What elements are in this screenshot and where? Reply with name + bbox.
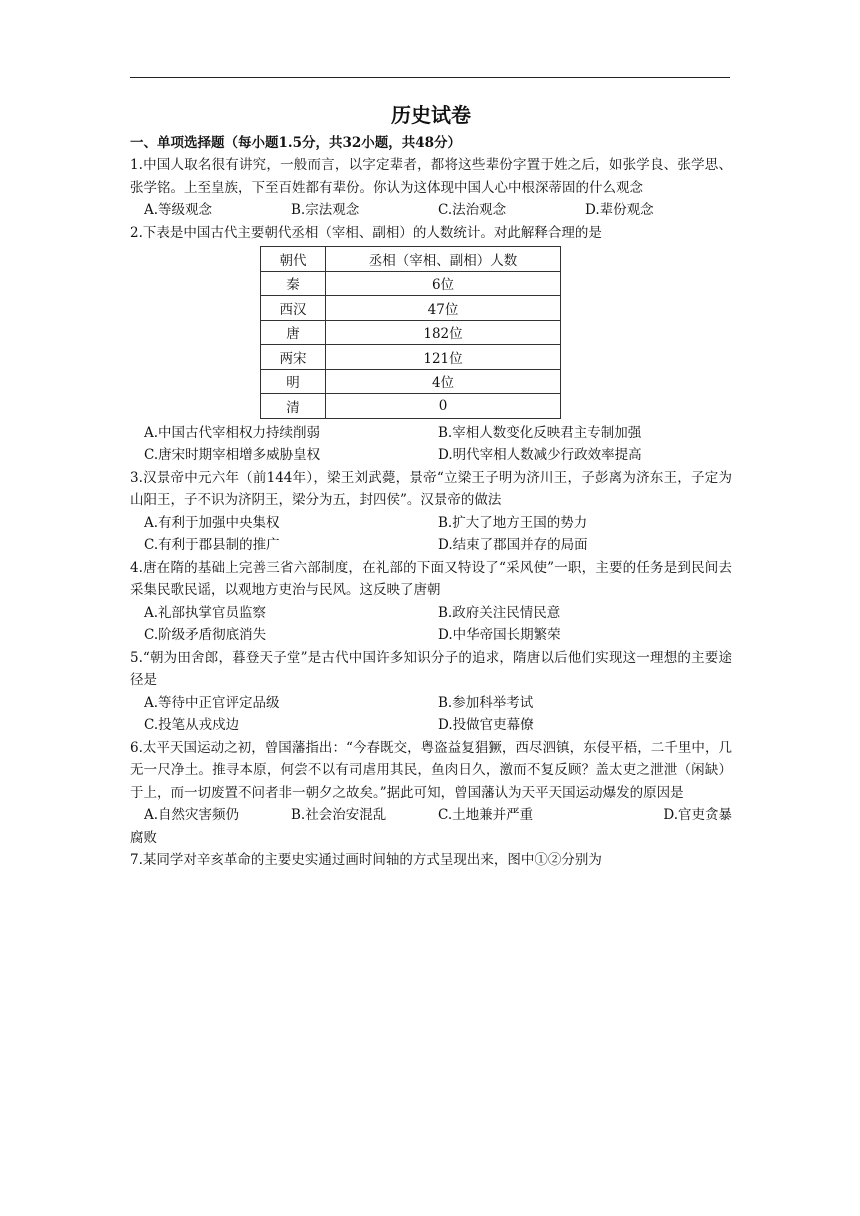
option-c: C.唐宋时期宰相增多威胁皇权 (144, 447, 321, 463)
table-cell: 清 (261, 394, 326, 419)
table-cell: 6位 (326, 271, 561, 296)
option-b: B.宗法观念 (291, 202, 360, 218)
table-header-row (261, 247, 561, 272)
table-cell: 4位 (326, 369, 561, 394)
table-cell: 唐 (261, 320, 326, 345)
question-6-options (130, 804, 732, 827)
option-b: B.社会治安混乱 (291, 807, 387, 823)
section-heading: 一、单项选择题（每小题1.5分，共32小题，共48分） (130, 135, 462, 151)
question-1-stem: 1.中国人取名很有讲究，一般而言，以字定辈者，都将这些辈份字置于姓之后，如张学良、张学思、张学铭。上至皇族，下至百姓都有辈份。你认为这体现中国人心中根深蒂固的什么观念 (130, 157, 732, 196)
option-c: C.土地兼并严重 (438, 807, 534, 823)
chancellor-table (260, 246, 561, 419)
option-d-wrap: 腐败 (130, 829, 157, 846)
option-a: A.中国古代宰相权力持续削弱 (144, 424, 321, 441)
question-2-options (130, 422, 732, 467)
option-a: A.礼部执掌官员监察 (144, 604, 267, 621)
table-cell: 秦 (261, 271, 326, 296)
exam-page (130, 100, 732, 872)
table-row (261, 394, 561, 419)
page-title: 历史试卷 (391, 103, 471, 127)
question-2-stem: 2.下表是中国古代主要朝代丞相（宰相、副相）的人数统计。对此解释合理的是 (130, 224, 602, 241)
header-rule (130, 77, 730, 78)
option-d: D.投做官吏幕僚 (438, 717, 534, 733)
option-c: C.有利于郡县制的推广 (144, 537, 280, 553)
table-row (261, 320, 561, 345)
option-d: D.官吏贪暴 (663, 807, 732, 823)
option-c: C.投笔从戎戍边 (144, 717, 240, 733)
option-c: C.阶级矛盾彻底消失 (144, 627, 267, 643)
question-3-options (130, 512, 732, 557)
option-a: A.等级观念 (144, 202, 213, 218)
question-5-stem: 5.“朝为田舍郎，暮登天子堂”是古代中国许多知识分子的追求，隋唐以后他们实现这一理想的主要途径是 (130, 649, 732, 688)
question-1-options (130, 199, 732, 222)
table-row (261, 271, 561, 296)
option-d: D.结束了郡国并存的局面 (438, 537, 588, 553)
option-a: A.等待中正官评定品级 (144, 694, 280, 711)
option-a: A.自然灾害频仍 (144, 807, 240, 823)
option-d: D.中华帝国长期繁荣 (438, 627, 561, 643)
table-header: 朝代 (261, 247, 326, 272)
option-b: B.宰相人数变化反映君主专制加强 (438, 424, 642, 441)
option-d: D.明代宰相人数减少行政效率提高 (438, 447, 642, 463)
question-7-stem: 7.某同学对辛亥革命的主要史实通过画时间轴的方式呈现出来，图中①②分别为 (130, 852, 602, 868)
question-6-stem: 6.太平天国运动之初，曾国藩指出：“今春既交，粤盗益复猖獗，西尽泗镇，东侵平梧，二千里中，几无一尺净土。推寻本原，何尝不以有司虐用其民，鱼肉日久，激而不复反顾？盖太吏之泄泄（闲缺）于上，而一切废置不问者非一朝夕之故矣。”据此可知，曾国藩认为天平天国运动爆发的原因是 (130, 739, 732, 801)
option-d: D.辈份观念 (585, 202, 654, 218)
option-b: B.政府关注民情民意 (438, 604, 561, 621)
table-row (261, 296, 561, 321)
table-header: 丞相（宰相、副相）人数 (326, 247, 561, 272)
option-c: C.法治观念 (438, 202, 507, 218)
option-b: B.扩大了地方王国的势力 (438, 514, 588, 531)
table-cell: 西汉 (261, 296, 326, 321)
option-a: A.有利于加强中央集权 (144, 514, 280, 531)
question-4-options (130, 602, 732, 647)
table-cell: 121位 (326, 345, 561, 370)
question-3-stem: 3.汉景帝中元六年（前144年），梁王刘武薨，景帝“立梁王子明为济川王，子彭离为济东王，子定为山阳王，子不识为济阴王，梁分为五，封四侯”。汉景帝的做法 (130, 469, 732, 508)
table-row (261, 345, 561, 370)
table-cell: 0 (326, 394, 561, 419)
option-b: B.参加科举考试 (438, 694, 534, 711)
table-cell: 明 (261, 369, 326, 394)
question-4-stem: 4.唐在隋的基础上完善三省六部制度，在礼部的下面又特设了“采风使”一职，主要的任务是到民间去采集民歌民谣，以观地方吏治与民风。这反映了唐朝 (130, 559, 732, 598)
table-cell: 47位 (326, 296, 561, 321)
question-5-options (130, 692, 732, 737)
table-cell: 182位 (326, 320, 561, 345)
table-cell: 两宋 (261, 345, 326, 370)
table-row (261, 369, 561, 394)
